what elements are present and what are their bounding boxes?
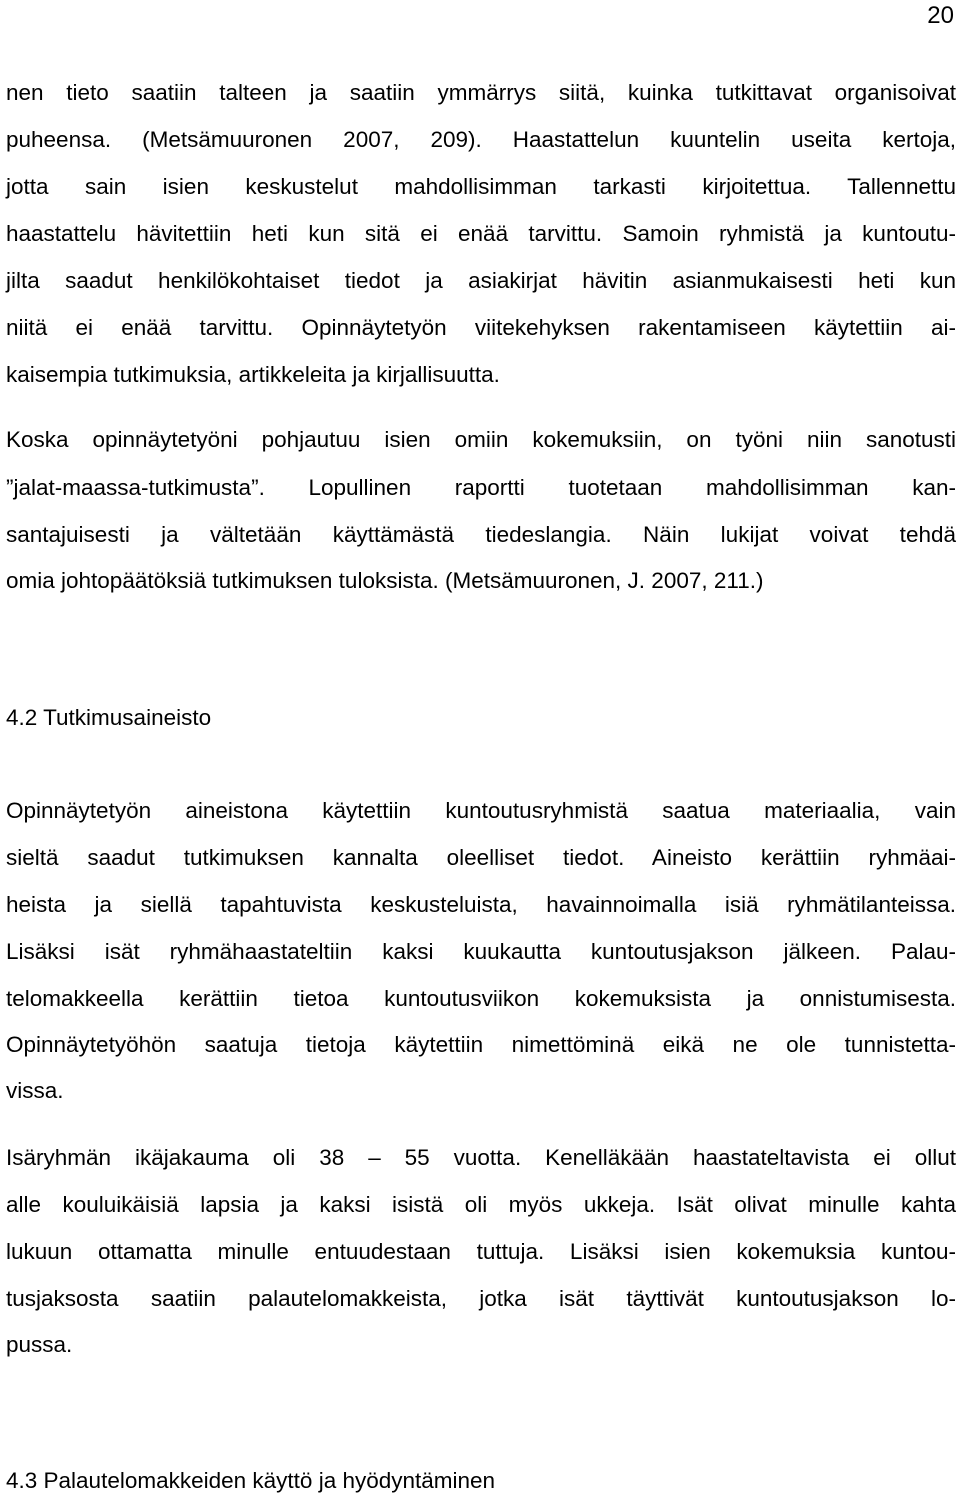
text-line: sieltä saadut tutkimuksen kannalta oleelliset tiedot. Aineisto kerättiin ryhmäai- (6, 845, 956, 870)
text-line: telomakkeella kerättiin tietoa kuntoutusviikon kokemuksista ja onnistumisesta. (6, 986, 956, 1011)
section-heading-4-2: 4.2 Tutkimusaineisto (6, 705, 212, 730)
text-line: omia johtopäätöksiä tutkimuksen tuloksista. (Metsämuuronen, J. 2007, 211.) (6, 568, 764, 593)
text-line: jilta saadut henkilökohtaiset tiedot ja asiakirjat hävitin asianmukaisesti heti kun (6, 268, 956, 293)
text-line: Isäryhmän ikäjakauma oli 38 – 55 vuotta. Kenelläkään haastateltavista ei ollut (6, 1145, 956, 1170)
text-line: pussa. (6, 1332, 73, 1357)
text-line: kaisempia tutkimuksia, artikkeleita ja kirjallisuutta. (6, 362, 500, 387)
text-line: heista ja siellä tapahtuvista keskusteluista, havainnoimalla isiä ryhmätilanteissa. (6, 892, 956, 917)
text-line: jotta sain isien keskustelut mahdollisimman tarkasti kirjoitettua. Tallennettu (6, 174, 956, 199)
text-line: ”jalat-maassa-tutkimusta”. Lopullinen raportti tuotetaan mahdollisimman kan- (6, 475, 956, 500)
text-line: santajuisesti ja vältetään käyttämästä tiedeslangia. Näin lukijat voivat tehdä (6, 522, 956, 547)
text-line: Opinnäytetyöhön saatuja tietoja käytettiin nimettöminä eikä ne ole tunnistetta- (6, 1032, 956, 1057)
page-number: 20 (927, 2, 954, 29)
text-line: nen tieto saatiin talteen ja saatiin ymmärrys siitä, kuinka tutkittavat organisoivat (6, 80, 956, 105)
text-line: lukuun ottamatta minulle entuudestaan tuttuja. Lisäksi isien kokemuksia kuntou- (6, 1239, 956, 1264)
text-line: alle kouluikäisiä lapsia ja kaksi isistä oli myös ukkeja. Isät olivat minulle kahta (6, 1192, 956, 1217)
text-line: niitä ei enää tarvittu. Opinnäytetyön viitekehyksen rakentamiseen käytettiin ai- (6, 315, 956, 340)
text-line: vissa. (6, 1078, 64, 1103)
text-line: haastattelu hävitettiin heti kun sitä ei enää tarvittu. Samoin ryhmistä ja kuntoutu- (6, 221, 956, 246)
text-line: Lisäksi isät ryhmähaastateltiin kaksi kuukautta kuntoutusjakson jälkeen. Palau- (6, 939, 956, 964)
text-line: puheensa. (Metsämuuronen 2007, 209). Haastattelun kuuntelin useita kertoja, (6, 127, 956, 152)
section-heading-4-3: 4.3 Palautelomakkeiden käyttö ja hyödyntäminen (6, 1468, 496, 1493)
text-line: Opinnäytetyön aineistona käytettiin kuntoutusryhmistä saatua materiaalia, vain (6, 798, 956, 823)
text-line: Koska opinnäytetyöni pohjautuu isien omiin kokemuksiin, on työni niin sanotusti (6, 427, 956, 452)
text-line: tusjaksosta saatiin palautelomakkeista, jotka isät täyttivät kuntoutusjakson lo- (6, 1286, 956, 1311)
